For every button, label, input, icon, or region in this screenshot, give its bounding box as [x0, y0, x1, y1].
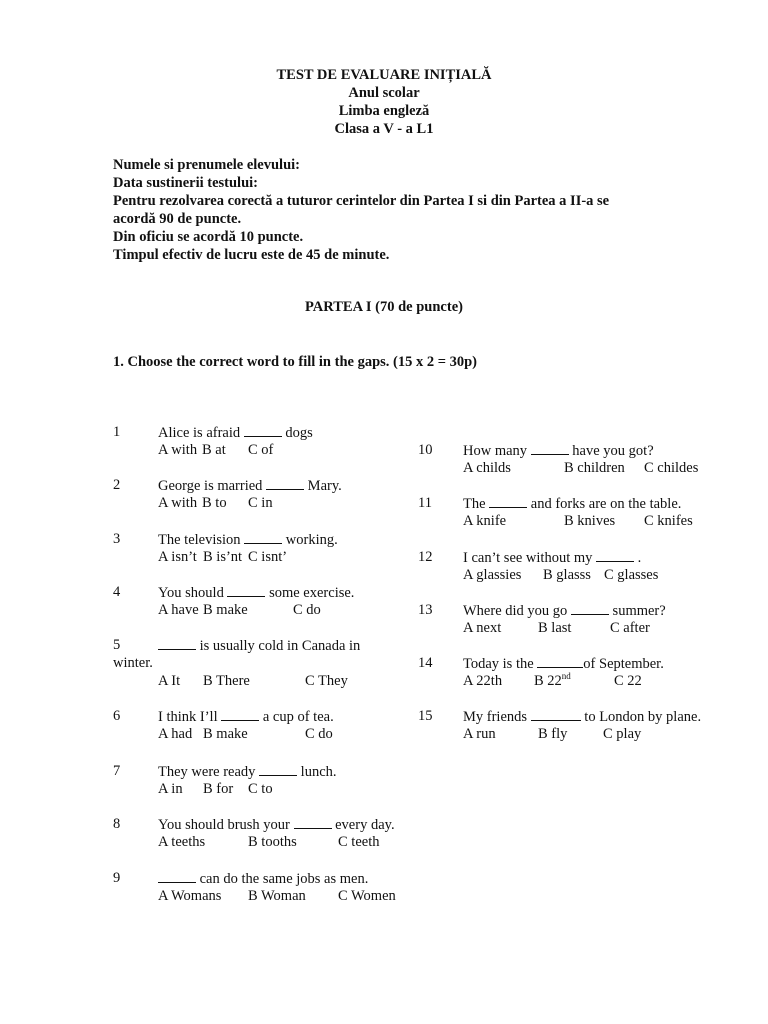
question-number: 6	[113, 708, 121, 724]
answer-blank	[531, 707, 581, 721]
option-c: C childes	[644, 460, 699, 476]
answer-blank	[227, 583, 265, 597]
option-b: B to	[202, 495, 227, 511]
question-text: is usually cold in Canada in	[158, 636, 360, 655]
option-c: C after	[610, 620, 650, 636]
option-b: B make	[203, 726, 248, 742]
question-number: 2	[113, 477, 121, 493]
option-c: C 22	[614, 673, 642, 689]
points-note-line2: acordă 90 de puncte.	[113, 211, 242, 227]
question-text: You should brush your every day.	[158, 817, 395, 833]
student-name-label: Numele si prenumele elevului:	[113, 157, 301, 173]
option-a: A had	[158, 726, 193, 742]
option-c: C do	[293, 602, 321, 618]
question-text: I think I’ll a cup of tea.	[158, 709, 334, 725]
answer-blank	[259, 762, 297, 776]
question-number: 8	[113, 816, 121, 832]
option-b: B glasss	[543, 567, 591, 583]
question-number: 13	[418, 602, 433, 618]
question-text: Alice is afraid dogs	[158, 425, 313, 441]
option-a: A isn’t	[158, 549, 197, 565]
subject: Limba engleză	[338, 103, 430, 119]
ordinal-suffix: nd	[561, 671, 571, 682]
option-c: C knifes	[644, 513, 693, 529]
option-b: B fly	[538, 726, 568, 742]
option-b: B make	[203, 602, 248, 618]
option-a: A glassies	[463, 567, 522, 583]
grade: Clasa a V - a L1	[334, 121, 434, 137]
option-b: B last	[538, 620, 572, 636]
question-text: My friends to London by plane.	[463, 709, 702, 725]
answer-blank	[158, 636, 196, 650]
question-text: The television working.	[158, 532, 338, 548]
exercise-instruction: 1. Choose the correct word to fill in the gaps. (15 x 2 = 30p)	[113, 354, 478, 370]
question-text: can do the same jobs as men.	[158, 869, 368, 888]
question-text: Where did you go summer?	[463, 603, 666, 619]
answer-blank	[244, 530, 282, 544]
option-a: A have	[158, 602, 199, 618]
question-number: 15	[418, 708, 433, 724]
option-a: A 22th	[463, 673, 503, 689]
option-c: C They	[305, 673, 348, 689]
option-a: A with	[158, 442, 198, 458]
question-number: 5	[113, 637, 121, 653]
option-a: A in	[158, 781, 183, 797]
option-c: C do	[305, 726, 333, 742]
answer-blank	[531, 441, 569, 455]
question-number: 9	[113, 870, 121, 886]
option-b: B for	[203, 781, 234, 797]
option-a: A Womans	[158, 888, 222, 904]
question-text: Today is the of September.	[463, 656, 664, 672]
part1-title: PARTEA I (70 de puncte)	[305, 299, 463, 315]
option-b: B tooths	[248, 834, 297, 850]
answer-blank	[571, 601, 609, 615]
school-year: Anul scolar	[348, 85, 420, 101]
question-number: 7	[113, 763, 121, 779]
option-c: C play	[603, 726, 642, 742]
question-text: The and forks are on the table.	[463, 496, 682, 512]
option-a: A teeths	[158, 834, 206, 850]
question-text: How many have you got?	[463, 443, 654, 459]
option-b: B is’nt	[203, 549, 243, 565]
option-c: C in	[248, 495, 273, 511]
work-time: Timpul efectiv de lucru este de 45 de minute.	[113, 247, 390, 263]
question-number: 14	[418, 655, 433, 671]
option-b: B There	[203, 673, 250, 689]
answer-blank	[158, 869, 196, 883]
question-number: 12	[418, 549, 433, 565]
answer-blank	[537, 654, 583, 668]
option-b: B children	[564, 460, 625, 476]
option-a: A It	[158, 673, 181, 689]
option-c: C to	[248, 781, 273, 797]
question-number: 3	[113, 531, 121, 547]
question-text: I can’t see without my .	[463, 550, 642, 566]
question-text-continued: winter.	[113, 655, 153, 671]
test-title: TEST DE EVALUARE INIȚIALĂ	[276, 67, 492, 83]
option-c: C isnt’	[248, 549, 288, 565]
option-b: B at	[202, 442, 226, 458]
question-text: George is married Mary.	[158, 478, 342, 494]
question-text: They were ready lunch.	[158, 764, 337, 780]
answer-blank	[294, 815, 332, 829]
option-a: A run	[463, 726, 496, 742]
question-number: 1	[113, 424, 121, 440]
test-date-label: Data sustinerii testului:	[113, 175, 258, 191]
option-a: A next	[463, 620, 502, 636]
question-number: 11	[418, 495, 432, 511]
option-b: B knives	[564, 513, 616, 529]
answer-blank	[266, 476, 304, 490]
answer-blank	[244, 423, 282, 437]
office-points: Din oficiu se acordă 10 puncte.	[113, 229, 304, 245]
answer-blank	[596, 548, 634, 562]
option-c: C Women	[338, 888, 396, 904]
points-note-line1: Pentru rezolvarea corectă a tuturor cerintelor din Partea I si din Partea a II-a se	[113, 193, 610, 209]
option-b: B Woman	[248, 888, 306, 904]
option-b: B 22nd	[534, 671, 571, 689]
option-a: A with	[158, 495, 198, 511]
question-number: 10	[418, 442, 433, 458]
question-number: 4	[113, 584, 121, 600]
option-c: C teeth	[338, 834, 380, 850]
question-text: You should some exercise.	[158, 585, 355, 601]
option-a: A knife	[463, 513, 507, 529]
option-a: A childs	[463, 460, 511, 476]
answer-blank	[221, 707, 259, 721]
option-c: C glasses	[604, 567, 659, 583]
option-c: C of	[248, 442, 274, 458]
answer-blank	[489, 494, 527, 508]
